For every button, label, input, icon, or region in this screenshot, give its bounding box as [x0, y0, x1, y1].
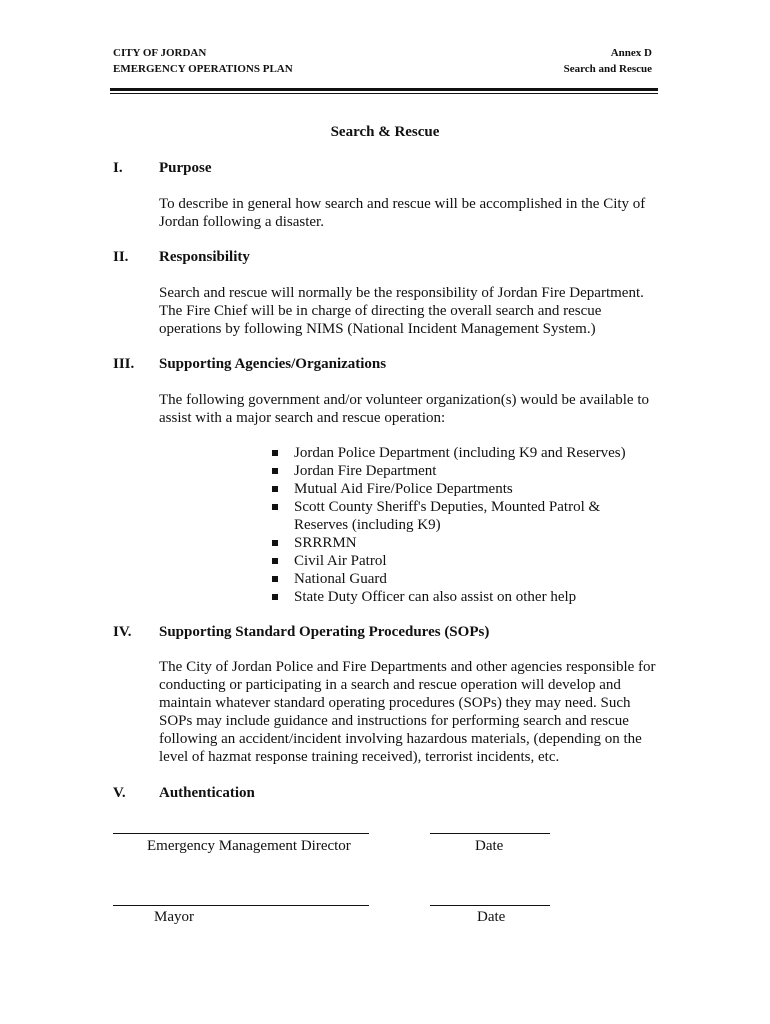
- section-3-numeral: III.: [113, 356, 135, 372]
- header-city: CITY OF JORDAN: [113, 47, 207, 59]
- list-item: Jordan Police Department (including K9 and Reserves): [271, 444, 651, 462]
- header-rule-thick: [110, 88, 658, 91]
- signature-line-director: [113, 833, 369, 834]
- bullet-icon: [272, 594, 278, 600]
- section-4-heading: Supporting Standard Operating Procedures (SOPs): [159, 624, 490, 640]
- header-annex-title: Search and Rescue: [563, 63, 652, 75]
- bullet-icon: [272, 468, 278, 474]
- bullet-icon: [272, 504, 278, 510]
- bullet-icon: [272, 540, 278, 546]
- section-2-numeral: II.: [113, 249, 129, 265]
- signature-label-mayor: Mayor: [154, 909, 194, 925]
- list-item: SRRRMN: [271, 534, 651, 552]
- bullet-icon: [272, 558, 278, 564]
- section-3-body: The following government and/or volunteer organization(s) would be available to assist with a major search and rescue operation:: [159, 392, 649, 426]
- list-item: Jordan Fire Department: [271, 462, 651, 480]
- list-item: State Duty Officer can also assist on other help: [271, 588, 651, 606]
- agency-list: [271, 444, 651, 606]
- date-line-director: [430, 833, 550, 834]
- date-line-mayor: [430, 905, 550, 906]
- section-1-heading: Purpose: [159, 160, 212, 176]
- section-5-heading: Authentication: [159, 785, 255, 801]
- bullet-icon: [272, 450, 278, 456]
- bullet-icon: [272, 576, 278, 582]
- date-label-mayor: Date: [477, 909, 506, 925]
- list-item: Civil Air Patrol: [271, 552, 651, 570]
- header-rule-thin: [110, 93, 658, 94]
- section-4-body: The City of Jordan Police and Fire Departments and other agencies responsible for conducting or participating in a search and rescue operation will develop and maintain whatever standard operating procedures (SOPs) they may need. Such SOPs may include guidance and instructions for performing search and rescue following an accident/incident involving hazardous materials, (depending on the level of hazmat response training received), terrorist incidents, etc.: [159, 659, 656, 765]
- bullet-icon: [272, 486, 278, 492]
- signature-label-director: Emergency Management Director: [147, 838, 351, 854]
- list-item: National Guard: [271, 570, 651, 588]
- header-left: [113, 45, 293, 77]
- section-1-body: To describe in general how search and rescue will be accomplished in the City of Jordan following a disaster.: [159, 196, 646, 230]
- list-item: Mutual Aid Fire/Police Departments: [271, 480, 651, 498]
- section-1-numeral: I.: [113, 160, 123, 176]
- document-title: Search & Rescue: [330, 124, 440, 140]
- section-3-heading: Supporting Agencies/Organizations: [159, 356, 387, 372]
- list-item: Scott County Sheriff's Deputies, Mounted Patrol & Reserves (including K9): [271, 498, 651, 534]
- section-5-numeral: V.: [113, 785, 126, 801]
- section-2-body: Search and rescue will normally be the responsibility of Jordan Fire Department. The Fire Chief will be in charge of directing the overall search and rescue operations by following NIMS (National Incident Management System.): [159, 285, 644, 337]
- header-right: [564, 45, 652, 77]
- section-2-heading: Responsibility: [159, 249, 250, 265]
- signature-line-mayor: [113, 905, 369, 906]
- section-4-numeral: IV.: [113, 624, 132, 640]
- header-annex: Annex D: [610, 47, 652, 59]
- header-plan: EMERGENCY OPERATIONS PLAN: [113, 63, 293, 75]
- date-label-director: Date: [475, 838, 504, 854]
